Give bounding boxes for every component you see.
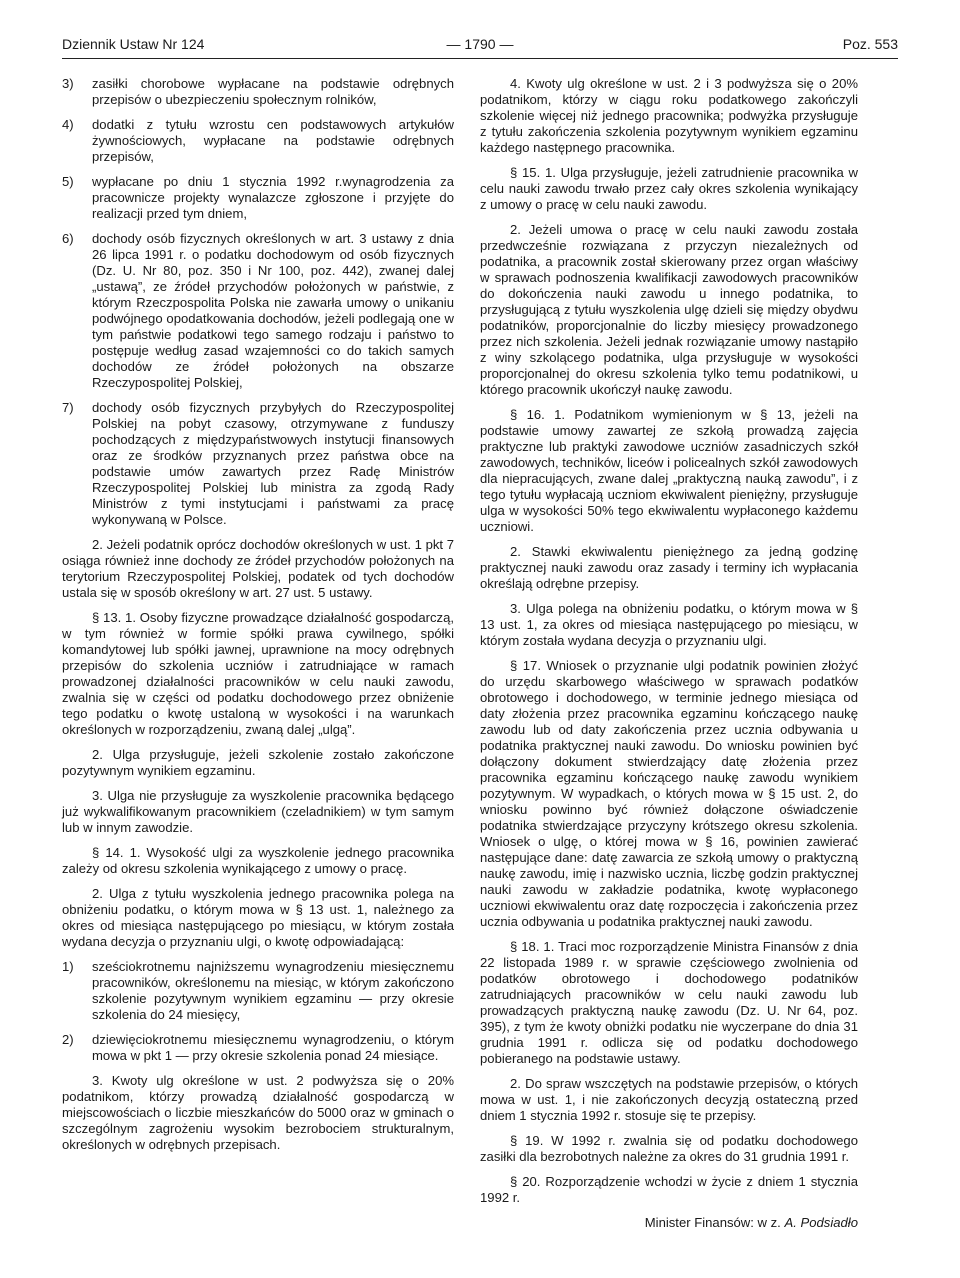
item-text: dodatki z tytułu wzrostu cen podstawowych artykułów żywnościowych, wypłacane na podstawie odrębnych przepisów, — [92, 117, 454, 164]
journal-title: Dziennik Ustaw Nr 124 — [62, 36, 205, 52]
signature — [480, 1215, 858, 1231]
paragraph-20: § 20. Rozporządzenie wchodzi w życie z dniem 1 stycznia 1992 r. — [480, 1174, 858, 1205]
list-item — [62, 231, 454, 391]
list-item — [62, 400, 454, 528]
page-header — [62, 36, 898, 58]
paragraph-15-2: 2. Jeżeli umowa o pracę w celu nauki zawodu została przedwcześnie rozwiązana z przyczyn niezależnych od podatnika, a pracownik został skierowany przez organ właściwy w sprawach podnoszenia kwalifikacji zawodowych pracowników do dokończenia nauki zawodu u innego podatnika, to przysługującą z tytułu wyszkolenia ulgę dzieli się między obydwu podatników, proporcjonalnie do liczby miesięcy prowadzonego przez nich szkolenia. Jeżeli jednak rozwiązanie umowy nastąpiło z winy szkolącego podatnika, ulga przysługuje w wysokości proporcjonalnej do okresu szkolenia tylko temu podatnikowi, u którego pracownik ukończył naukę zawodu. — [480, 222, 858, 397]
paragraph-14-2: 2. Ulga z tytułu wyszkolenia jednego pracownika polega na obniżeniu podatku, o którym mowa w § 13 ust. 1, należnego za okres od miesiąca następującego po miesiącu, w którym została wydana decyzja o przyznaniu ulgi, o kwotę odpowiadającą: — [62, 886, 454, 949]
item-number: 4) — [62, 117, 74, 132]
paragraph-14-3: 3. Kwoty ulg określone w ust. 2 podwyższa się o 20% podatnikom, którzy prowadzą działalność gospodarczą w miejscowościach o liczbie mieszkańców do 5000 oraz w gminach o szczególnym zagrożeniu wysokim bezrobociem strukturalnym, określonych w odrębnych przepisach. — [62, 1073, 454, 1152]
paragraph-17: § 17. Wniosek o przyznanie ulgi podatnik powinien złożyć do urzędu skarbowego właściwego w sprawach podatków obrotowego i dochodowego, w terminie jednego miesiąca od daty złożenia przez pracownika egzaminu kończącego naukę zawodu lub od daty zakończenia przez ucznia odbywania u podatnika praktycznej nauki zawodu. Do wniosku powinien być dołączony dokument stwierdzający datę złożenia przez pracownika egzaminu kończącego naukę zawodu wynikiem pozytywnym. W wypadkach, o których mowa w § 15 ust. 2, do wniosku powinno być również dołączone oświadczenie podatnika stwierdzające przyczyny krótszego okresu szkolenia. Wniosek o ulgę, o której mowa w § 16, powinien zawierać następujące dane: datę zawarcia ze szkołą umowy o praktyczną naukę zawodu, imię i nazwisko ucznia, liczbę godzin praktycznej nauki zawodu w zakładzie podatnika, kwotę wypłaconego uczniowi ekwiwalentu oraz datę rozpoczęcia i zakończenia przez ucznia odbywania u podatnika praktycznej nauki zawodu. — [480, 658, 858, 929]
position-number: Poz. 553 — [842, 36, 898, 52]
list-item — [62, 174, 454, 222]
paragraph-19: § 19. W 1992 r. zwalnia się od podatku dochodowego zasiłki dla bezrobotnych należne za okres do 31 grudnia 1991 r. — [480, 1133, 858, 1164]
paragraph-13-3: 3. Ulga nie przysługuje za wyszkolenie pracownika będącego już wykwalifikowanym pracownikiem (czeladnikiem) w tym samym lub w innym zawodzie. — [62, 788, 454, 835]
list-item — [62, 76, 454, 108]
item-number: 3) — [62, 76, 74, 91]
paragraph-15-1: § 15. 1. Ulga przysługuje, jeżeli zatrudnienie pracownika w celu nauki zawodu trwało przez cały okres szkolenia wynikający z umowy o pracę w celu nauki zawodu. — [480, 165, 858, 212]
paragraph-13-1: § 13. 1. Osoby fizyczne prowadzące działalność gospodarczą, w tym również w formie spółki prawa cywilnego, spółki komandytowej lub spółki jawnej, uprawnione na mocy odrębnych przepisów do szkolenia uczniów i zatrudniające w ramach prowadzonej działalności pracowników w celu nauki zawodu, zwalnia się w części od podatku dochodowego przez obniżenie tego podatku o kwotę ustaloną w wysokości i na warunkach określonych w rozporządzeniu, zwaną dalej „ulgą”. — [62, 610, 454, 737]
item-text: sześciokrotnemu najniższemu wynagrodzeniu miesięcznemu pracowników, określonemu na miesiąc, w którym zakończono szkolenie pozytywnym wynikiem egzaminu — przy okresie szkolenia do 24 miesięcy, — [92, 959, 454, 1022]
item-text: dochody osób fizycznych przybyłych do Rzeczypospolitej Polskiej na pobyt czasowy, otrzymywane z funduszy pochodzących z międzypaństwowych instytucji finansowych oraz ze środków przyznanych przez państwa obce na podstawie umów zawartych przez Radę Ministrów Rzeczypospolitej Polskiej lub ministra za zgodą Rady Ministrów z tymi instytucjami i państwami za pracę wykonywaną w Polsce. — [92, 400, 454, 527]
header-rule — [62, 58, 898, 59]
paragraph-18-2: 2. Do spraw wszczętych na podstawie przepisów, o których mowa w ust. 1, i nie zakończonych decyzją ostateczną przed dniem 1 stycznia 1992 r. stosuje się te przepisy. — [480, 1076, 858, 1123]
left-column — [62, 76, 454, 1162]
paragraph-18-1: § 18. 1. Traci moc rozporządzenie Ministra Finansów z dnia 22 listopada 1989 r. w sprawie częściowego zwolnienia od podatków obrotowego i dochodowego podatników zatrudniających pracowników w celu nauki zawodu lub prowadzących praktyczną naukę zawodu (Dz. U. Nr 64, poz. 395), z tym że kwoty obniżki podatku nie wyczerpane do dnia 31 grudnia 1991 r. odlicza się od podatku dochodowego pobieranego na podstawie ustawy. — [480, 939, 858, 1066]
paragraph-14-1: § 14. 1. Wysokość ulgi za wyszkolenie jednego pracownika zależy od okresu szkolenia wynikającego z umowy o pracę. — [62, 845, 454, 876]
paragraph-13-2: 2. Ulga przysługuje, jeżeli szkolenie zostało zakończone pozytywnym wynikiem egzaminu. — [62, 747, 454, 778]
item-text: dochody osób fizycznych określonych w art. 3 ustawy z dnia 26 lipca 1991 r. o podatku dochodowym od osób fizycznych (Dz. U. Nr 80, poz. 350 i Nr 100, poz. 442), zwanej dalej „ustawą”, ze źródeł przychodów położonych w państwie, z którym Rzeczpospolita Polska nie zawarła umowy o unikaniu podwójnego opodatkowania dochodów, jeżeli podlegają one w tym państwie podatkowi tego samego rodzaju i państwo to postępuje według zasad wzajemności co do takich samych dochodów ze źródeł położonych na obszarze Rzeczypospolitej Polskiej, — [92, 231, 454, 390]
item-number: 1) — [62, 959, 74, 974]
paragraph-16-2: 2. Stawki ekwiwalentu pieniężnego za jedną godzinę praktycznej nauki zawodu oraz zasady i terminy ich wypłacania określają odrębne przepisy. — [480, 544, 858, 591]
item-text: zasiłki chorobowe wypłacane na podstawie odrębnych przepisów o ubezpieczeniu społecznym rolników, — [92, 76, 454, 107]
item-text: dziewięciokrotnemu miesięcznemu wynagrodzeniu, o którym mowa w pkt 1 — przy okresie szkolenia ponad 24 miesiące. — [92, 1032, 454, 1063]
paragraph-12-2: 2. Jeżeli podatnik oprócz dochodów określonych w ust. 1 pkt 7 osiąga również inne dochody ze źródeł przychodów położonych na terytorium Rzeczypospolitej Polskiej, podatek od tych dochodów ustala się w sposób określony w art. 27 ust. 5 ustawy. — [62, 537, 454, 600]
item-number: 6) — [62, 231, 74, 246]
paragraph-14-4: 4. Kwoty ulg określone w ust. 2 i 3 podwyższa się o 20% podatnikom, którzy w ciągu roku podatkowego zakończyli szkolenie więcej niż jednego pracownika; podwyżka przysługuje z tytułu zakończenia szkolenia pozytywnym wynikiem egzaminu każdego następnego pracownika. — [480, 76, 858, 155]
list-item — [62, 117, 454, 165]
list-item — [62, 1032, 454, 1064]
paragraph-16-1: § 16. 1. Podatnikom wymienionym w § 13, jeżeli na podstawie umowy zawartej ze szkołą prowadzą zajęcia praktyczne lub praktyki zawodowe uczniów zasadniczych szkół zawodowych, techników, liceów i policealnych szkół zawodowych dla niepracujących, zwane dalej „praktyczną nauką zawodu”, i z tego tytułu wypłacają uczniom ekwiwalent pieniężny, przysługuje ulga w wysokości 50% tego ekwiwalentu wypłaconego każdemu uczniowi. — [480, 407, 858, 534]
right-column — [480, 76, 858, 1240]
item-number: 7) — [62, 400, 74, 415]
item-text: wypłacane po dniu 1 stycznia 1992 r.wynagrodzenia za pracownicze projekty wynalazcze zgłoszone i przyjęte do realizacji przed tym dniem, — [92, 174, 454, 221]
item-number: 5) — [62, 174, 74, 189]
paragraph-16-3: 3. Ulga polega na obniżeniu podatku, o którym mowa w § 13 ust. 1, za okres od miesiąca następującego po miesiącu, w którym została wydana decyzja o przyznaniu ulgi. — [480, 601, 858, 648]
page-number: — 1790 — — [446, 36, 514, 52]
item-number: 2) — [62, 1032, 74, 1047]
signature-prefix: Minister Finansów: w z. — [644, 1215, 781, 1230]
signature-name: A. Podsiadło — [784, 1215, 858, 1230]
list-item — [62, 959, 454, 1023]
